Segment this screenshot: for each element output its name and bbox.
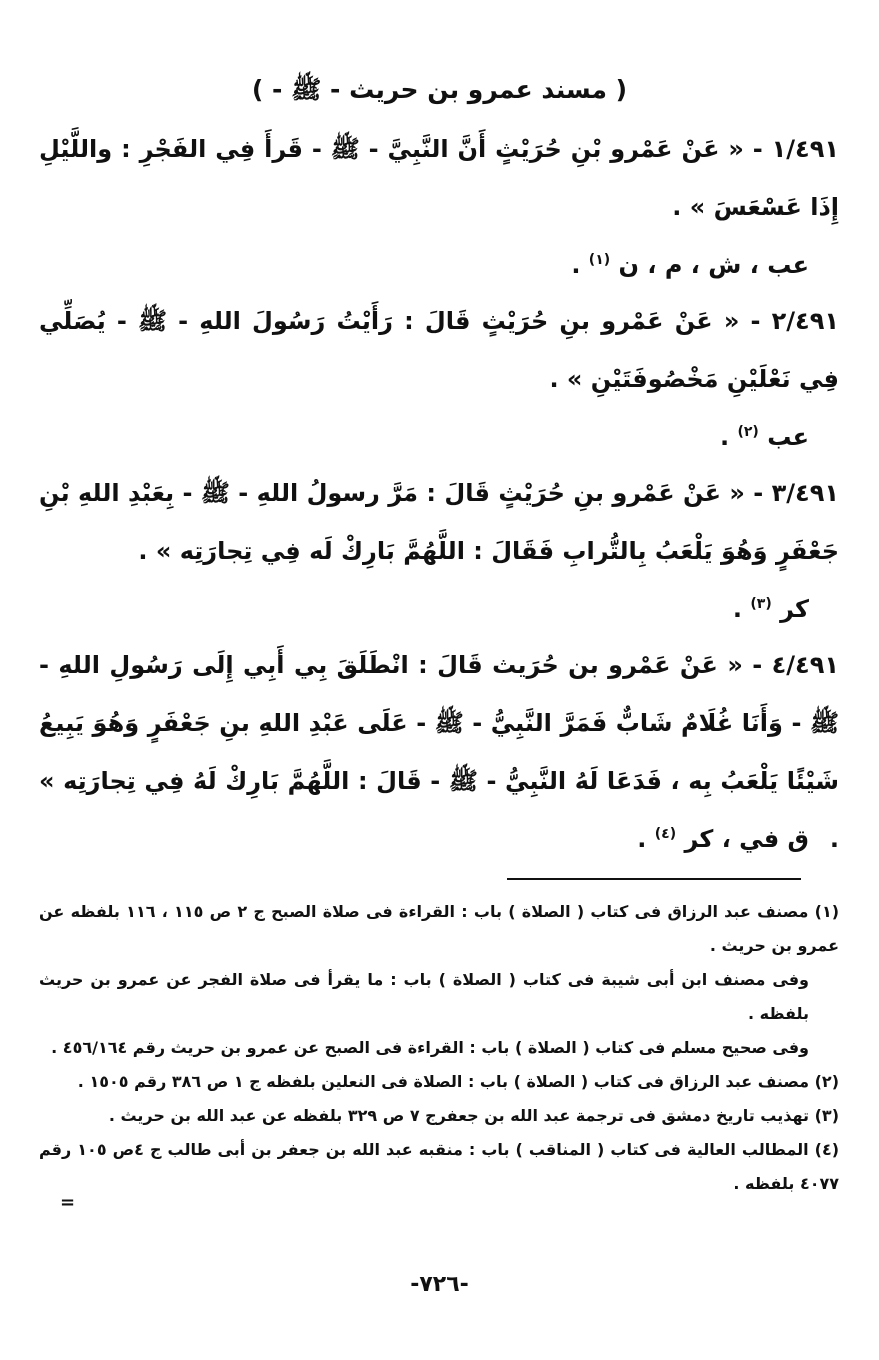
source-codes: كر	[780, 595, 809, 623]
continuation-mark: =	[60, 1192, 76, 1213]
footnote-ref[interactable]: (٤)	[654, 826, 677, 842]
section-heading: ( مسند عمرو بن حريث - ﷺ - )	[251, 75, 628, 104]
footnote: (٤) المطالب العالية فى كتاب ( المناقب ) باب : منقبه عبد الله بن جعفر بن أبى طالب ج ٤ص ١٠٥ رقم ٤٠٧٧ بلفظه .	[39, 1140, 840, 1193]
hadith-text: ٤/٤٩١ - « عَنْ عَمْرو بن حُرَيث قَالَ : انْطَلَقَ بِي أَبِي إِلَى رَسُولِ اللهِ - ﷺ - وَأَنَا غُلَامٌ شَابٌّ فَمَرَّ النَّبِيُّ - ﷺ - عَلَى عَبْدِ اللهِ بنِ جَعْفَرٍ وَهُوَ يَبِيعُ شَيْئًا يَلْعَبُ بِه ، فَدَعَا لَهُ النَّبِيُّ - ﷺ - قَالَ : اللَّهُمَّ بَارِكْ لَهُ فِي تِجارَتِه » .	[39, 651, 839, 853]
hadith-source: عب $^{(٢)}$ .	[719, 423, 809, 451]
hadith-entry	[39, 120, 839, 236]
hadith-source: عب ، ش ، م ، ن $^{(١)}$ .	[571, 251, 809, 279]
source-codes: ق في ، كر	[684, 825, 809, 853]
hadith-entry	[39, 292, 839, 408]
footnote-continuation: وفى صحيح مسلم فى كتاب ( الصلاة ) باب : القراءة فى الصبح عن عمرو بن حريث رقم ٤٥٦/١٦٤ .	[51, 1038, 809, 1057]
page-number: -٧٢٦-	[410, 1272, 469, 1297]
hadith-text: ٢/٤٩١ - « عَنْ عَمْرو بنِ حُرَيْثٍ قَالَ : رَأَيْتُ رَسُولَ اللهِ - ﷺ - يُصَلِّي فِي نَعْلَيْنِ مَخْصُوفَتَيْنِ » .	[39, 307, 839, 393]
footnote-continuation: وفى مصنف ابن أبى شيبة فى كتاب ( الصلاة ) باب : ما يقرأ فى صلاة الفجر عن عمرو بن حريث بلفظه .	[39, 970, 809, 1023]
footnote: (٣) تهذيب تاريخ دمشق فى ترجمة عبد الله بن جعفرج ٧ ص ٣٢٩ بلفظه عن عبد الله بن حريث .	[108, 1106, 839, 1125]
hadith-text: ١/٤٩١ - « عَنْ عَمْرو بْنِ حُرَيْثٍ أَنَّ النَّبِيَّ - ﷺ - قَرأَ فِي الفَجْرِ : واللَّيْلِ إِذَا عَسْعَسَ » .	[39, 135, 839, 221]
footnotes	[39, 895, 839, 1201]
footnote-ref[interactable]: (١)	[588, 252, 611, 268]
footnote: (١) مصنف عبد الرزاق فى كتاب ( الصلاة ) باب : القراءة فى صلاة الصبح ج ٢ ص ١١٥ ، ١١٦ بلفظه عن عمرو بن حريث .	[39, 902, 840, 955]
hadith-text: ٣/٤٩١ - « عَنْ عَمْرو بنِ حُرَيْثٍ قَالَ : مَرَّ رسولُ اللهِ - ﷺ - بِعَبْدِ اللهِ بْنِ جَعْفَرٍ وَهُوَ يَلْعَبُ بِالتُّرابِ فَقَالَ : اللَّهُمَّ بَارِكْ لَه فِي تِجارَتِه » .	[39, 479, 839, 565]
hadith-source: كر $^{(٣)}$ .	[732, 595, 809, 623]
hadith-entry	[39, 464, 839, 580]
source-codes: عب	[767, 423, 809, 451]
footnote: (٢) مصنف عبد الرزاق فى كتاب ( الصلاة ) باب : الصلاة فى النعلين بلفظه ج ١ ص ٣٨٦ رقم ١٥٠٥ .	[77, 1072, 839, 1091]
source-codes: عب ، ش ، م ، ن	[618, 251, 809, 279]
footnote-ref[interactable]: (٢)	[737, 424, 759, 440]
footnote-separator	[507, 878, 801, 880]
hadith-source: ق في ، كر $^{(٤)}$ .	[637, 825, 809, 853]
footnote-ref[interactable]: (٣)	[750, 596, 772, 612]
